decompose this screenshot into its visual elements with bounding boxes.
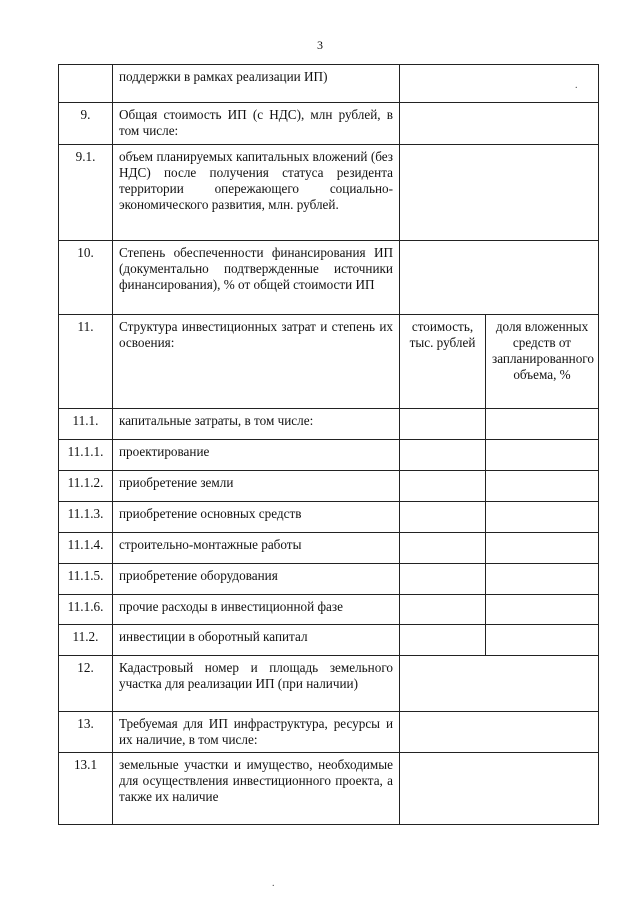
row-number: 12. bbox=[59, 656, 113, 712]
row-number: 13. bbox=[59, 712, 113, 753]
table-row bbox=[59, 502, 599, 533]
row-label: земельные участки и имущество, необходимые для осуществления инвестиционного проекта, а также их наличие bbox=[113, 753, 400, 825]
row-number: 11.1.6. bbox=[59, 595, 113, 625]
table-row bbox=[59, 65, 599, 103]
cost-cell[interactable] bbox=[400, 502, 486, 533]
cost-cell[interactable] bbox=[400, 440, 486, 471]
row-label: Степень обеспеченности финансирования ИП (документально подтвержденные источники финансирования), % от общей стоимости ИП bbox=[113, 241, 400, 315]
row-number: 11.2. bbox=[59, 625, 113, 656]
share-cell[interactable] bbox=[486, 564, 599, 595]
investment-project-table bbox=[58, 64, 599, 825]
scan-speck: . bbox=[575, 80, 578, 91]
row-number: 11.1.2. bbox=[59, 471, 113, 502]
row-label: Общая стоимость ИП (с НДС), млн рублей, в том числе: bbox=[113, 103, 400, 145]
cost-cell[interactable] bbox=[400, 625, 486, 656]
row-label: Кадастровый номер и площадь земельного участка для реализации ИП (при наличии) bbox=[113, 656, 400, 712]
row-label: приобретение основных средств bbox=[113, 502, 400, 533]
share-cell[interactable] bbox=[486, 440, 599, 471]
cost-cell[interactable] bbox=[400, 595, 486, 625]
row-number: 11. bbox=[59, 315, 113, 409]
value-cell[interactable] bbox=[400, 241, 599, 315]
share-cell[interactable] bbox=[486, 595, 599, 625]
row-label: проектирование bbox=[113, 440, 400, 471]
row-label: капитальные затраты, в том числе: bbox=[113, 409, 400, 440]
table-row bbox=[59, 533, 599, 564]
page-number: 3 bbox=[317, 38, 323, 52]
row-label: инвестиции в оборотный капитал bbox=[113, 625, 400, 656]
value-cell[interactable] bbox=[400, 656, 599, 712]
row-number: 10. bbox=[59, 241, 113, 315]
value-cell[interactable] bbox=[400, 712, 599, 753]
row-label: объем планируемых капитальных вложений (без НДС) после получения статуса резидента территории опережающего социально-экономического развития, млн. рублей. bbox=[113, 145, 400, 241]
row-label: строительно-монтажные работы bbox=[113, 533, 400, 564]
row-number: 11.1.5. bbox=[59, 564, 113, 595]
value-cell[interactable] bbox=[400, 753, 599, 825]
row-number: 9.1. bbox=[59, 145, 113, 241]
row-number: 11.1. bbox=[59, 409, 113, 440]
cost-cell[interactable] bbox=[400, 564, 486, 595]
row-label: приобретение земли bbox=[113, 471, 400, 502]
row-number: 11.1.3. bbox=[59, 502, 113, 533]
table-row bbox=[59, 656, 599, 712]
value-cell[interactable] bbox=[400, 103, 599, 145]
table-row bbox=[59, 471, 599, 502]
table-row bbox=[59, 103, 599, 145]
table-row bbox=[59, 712, 599, 753]
row-number: 11.1.1. bbox=[59, 440, 113, 471]
share-cell[interactable] bbox=[486, 625, 599, 656]
row-label: прочие расходы в инвестиционной фазе bbox=[113, 595, 400, 625]
share-cell[interactable] bbox=[486, 502, 599, 533]
row-number bbox=[59, 65, 113, 103]
table-row bbox=[59, 625, 599, 656]
value-cell[interactable] bbox=[400, 145, 599, 241]
row-label: Требуемая для ИП инфраструктура, ресурсы и их наличие, в том числе: bbox=[113, 712, 400, 753]
column-header-share: доля вложенных средств от запланированного объема, % bbox=[486, 315, 599, 409]
table-row bbox=[59, 564, 599, 595]
table-row bbox=[59, 440, 599, 471]
row-label: приобретение оборудования bbox=[113, 564, 400, 595]
row-label: Структура инвестиционных затрат и степень их освоения: bbox=[113, 315, 400, 409]
value-cell[interactable] bbox=[400, 65, 599, 103]
cost-cell[interactable] bbox=[400, 533, 486, 564]
scan-speck: . bbox=[272, 878, 275, 889]
share-cell[interactable] bbox=[486, 409, 599, 440]
table-row bbox=[59, 315, 599, 409]
row-number: 11.1.4. bbox=[59, 533, 113, 564]
table-row bbox=[59, 595, 599, 625]
table-row bbox=[59, 753, 599, 825]
row-label: поддержки в рамках реализации ИП) bbox=[113, 65, 400, 103]
share-cell[interactable] bbox=[486, 533, 599, 564]
cost-cell[interactable] bbox=[400, 471, 486, 502]
table-row bbox=[59, 409, 599, 440]
row-number: 13.1 bbox=[59, 753, 113, 825]
table-row bbox=[59, 145, 599, 241]
share-cell[interactable] bbox=[486, 471, 599, 502]
row-number: 9. bbox=[59, 103, 113, 145]
column-header-cost: стоимость, тыс. рублей bbox=[400, 315, 486, 409]
table-row bbox=[59, 241, 599, 315]
cost-cell[interactable] bbox=[400, 409, 486, 440]
